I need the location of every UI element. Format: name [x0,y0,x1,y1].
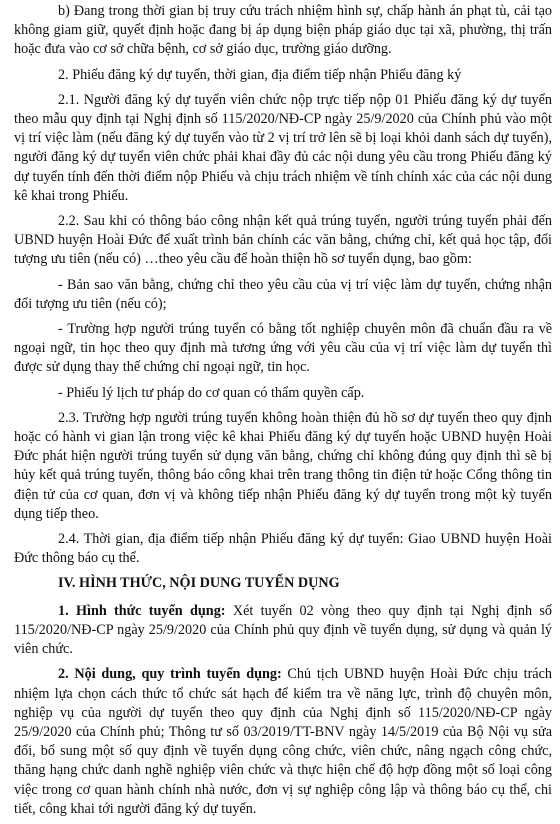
paragraph-registration-heading: 2. Phiếu đăng ký dự tuyển, thời gian, địa điểm tiếp nhận Phiếu đăng ký [58,66,462,83]
recruitment-content-label: 2. Nội dung, quy trình tuyển dụng: [58,666,282,683]
section-heading-iv: IV. HÌNH THỨC, NỘI DUNG TUYỂN DỤNG [58,575,340,592]
paragraph-copies-of-degrees: - Bản sao văn bằng, chứng chỉ theo yêu cầu của vị trí việc làm dự tuyển, chứng nhận đối tượng ưu tiên (nếu có); [14,276,552,312]
recruitment-content-text: Chủ tịch UBND huyện Hoài Đức chịu trách nhiệm lựa chọn cách thức tổ chức sát hạch để kiểm tra về năng lực, trình độ chuyên môn, nghiệp vụ của người dự tuyển theo quy định của Nghị định số 115/2020/NĐ-CP ngày 25/9/2020 của Chính phủ; Thông tư số 03/2019/TT-BNV ngày 14/5/2019 của Bộ Nội vụ sửa đổi, bổ sung một số quy định về tuyển dụng công chức, viên chức, nâng ngạch công chức, thăng hạng chức danh nghề nghiệp viên chức và thực hiện chế độ hợp đồng một số loại công việc trong cơ quan hành chính nhà nước, đơn vị sự nghiệp công lập và thông báo cụ thể, chi tiết, công khai tới người đăng ký dự tuyển. [14,666,552,817]
paragraph-2-3: 2.3. Trường hợp người trúng tuyển không hoàn thiện đủ hồ sơ dự tuyển theo quy định hoặc có hành vi gian lận trong việc kê khai Phiếu đăng ký dự tuyển hoặc UBND huyện Hoài Đức phát hiện người trúng tuyển sử dụng văn bằng, chứng chỉ không đúng quy định thì sẽ bị hủy kết quả trúng tuyển, thông báo công khai trên trang thông tin điện tử hoặc Cổng thông tin điện tử của cơ quan, đơn vị và không tiếp nhận Phiếu đăng ký dự tuyển trong một kỳ tuyển dụng tiếp theo. [14,409,552,522]
paragraph-criminal-record: - Phiếu lý lịch tư pháp do cơ quan có thẩm quyền cấp. [58,384,365,401]
paragraph-recruitment-form [14,602,552,660]
paragraph-2-2: 2.2. Sau khi có thông báo công nhận kết quả trúng tuyển, người trúng tuyển phải đến UBND huyện Hoài Đức để xuất trình bản chính các văn bằng, chứng chỉ, kết quả học tập, đối tượng ưu tiên (nếu có) …theo yêu cầu để hoàn thiện hồ sơ tuyển dụng, bao gồm: [14,213,552,268]
paragraph-recruitment-content [14,665,552,819]
recruitment-form-label: 1. Hình thức tuyển dụng: [58,602,226,619]
paragraph-foreign-language-it: - Trường hợp người trúng tuyển có bằng tốt nghiệp chuyên môn đã chuẩn đầu ra về ngoại ngữ, tin học theo quy định mà tương ứng với yêu cầu của vị trí việc làm dự tuyển thì được sử dụng thay thế chứng chỉ ngoại ngữ, tin học. [14,321,552,376]
recruitment-form-text: Xét tuyển 02 vòng theo quy định tại Nghị định số 115/2020/NĐ-CP ngày 25/9/2020 của Chính phủ quy định về tuyển dụng, sử dụng và quản lý viên chức. [14,602,552,658]
paragraph-disqualification-b: b) Đang trong thời gian bị truy cứu trách nhiệm hình sự, chấp hành án phạt tù, cải tạo không giam giữ, quyết định hoặc đang bị áp dụng biện pháp giáo dục tại xã, phường, thị trấn hoặc đưa vào cơ sở chữa bệnh, cơ sở giáo dục, trường giáo dưỡng. [14,3,552,58]
paragraph-2-1: 2.1. Người đăng ký dự tuyển viên chức nộp trực tiếp nộp 01 Phiếu đăng ký dự tuyển theo mẫu quy định tại Nghị định số 115/2020/NĐ-CP ngày 25/9/2020 của Chính phủ vào một vị trí việc làm (nếu đăng ký dự tuyển vào từ 2 vị trí trở lên sẽ bị loại khỏi danh sách dự tuyển), người đăng ký dự tuyển viên chức phải khai đầy đủ các nội dung yêu cầu trong Phiếu đăng ký dự tuyển tính đến thời điểm nộp Phiếu và chịu trách nhiệm về tính chính xác của các nội dung kê khai trong Phiếu. [14,91,552,204]
paragraph-2-4: 2.4. Thời gian, địa điểm tiếp nhận Phiếu đăng ký dự tuyển: Giao UBND huyện Hoài Đức thông báo cụ thể. [14,531,552,567]
